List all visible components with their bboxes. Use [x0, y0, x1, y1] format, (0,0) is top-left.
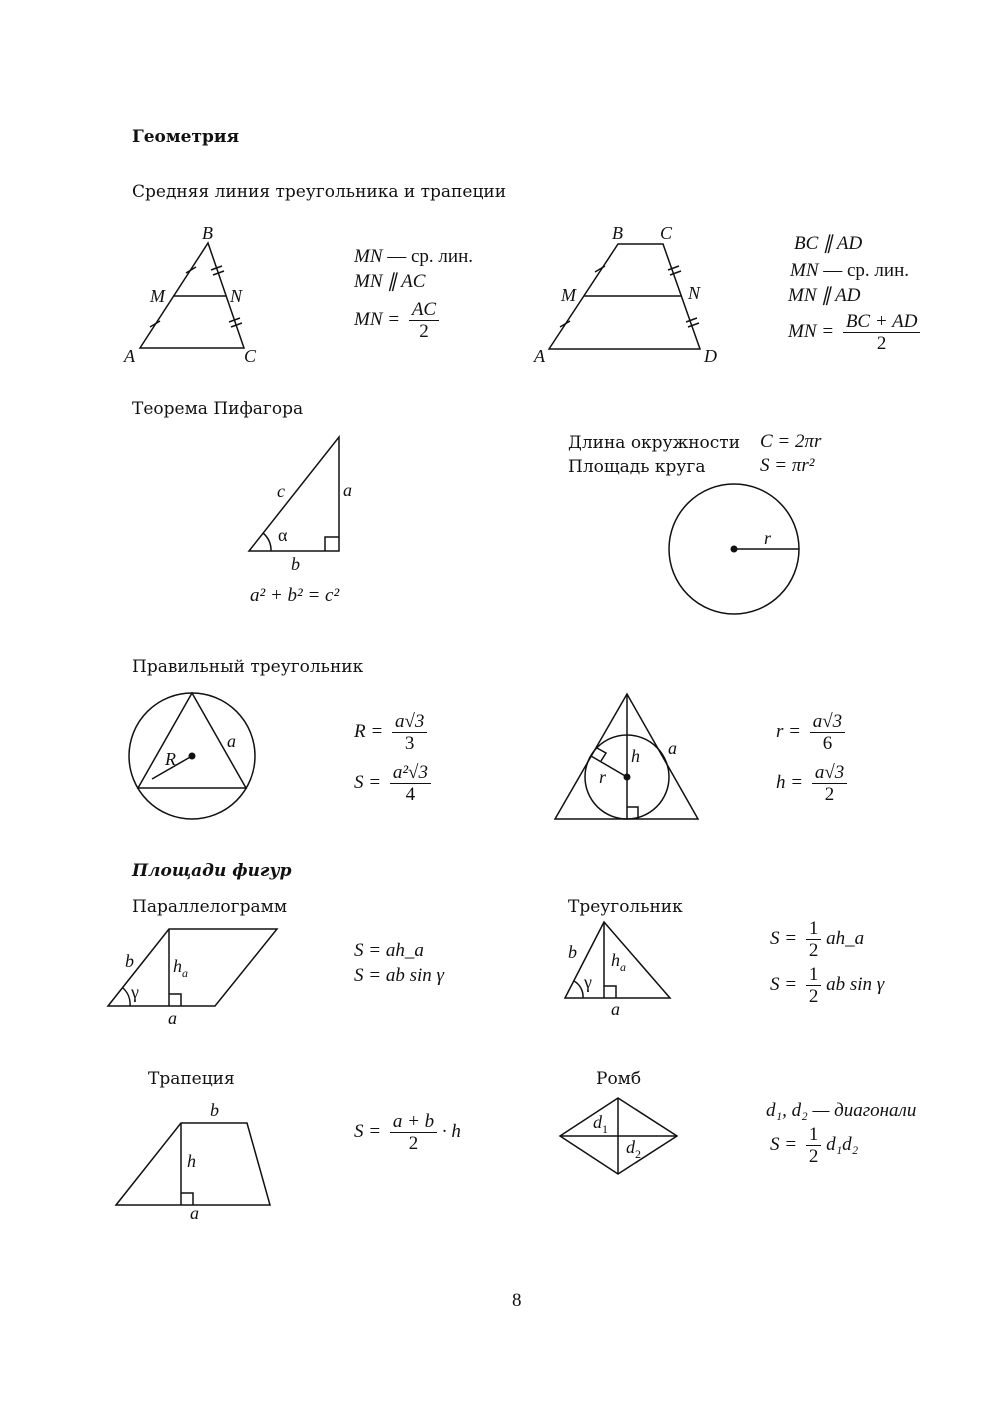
page-number: 8 [512, 1290, 522, 1311]
label-b: b [125, 951, 134, 971]
h-lhs: h = [776, 771, 804, 793]
f-lhs: S = [770, 1133, 798, 1155]
right-triangle [249, 437, 339, 551]
center-dot [189, 753, 195, 759]
label-h: h [631, 746, 640, 766]
midline-tri-f3 [354, 299, 439, 342]
label-b: b [568, 942, 577, 962]
f3-lhs: MN = [354, 308, 401, 330]
circle-area-formula: S = πr² [760, 455, 815, 476]
label-d1 [593, 1112, 608, 1136]
r-den: 6 [822, 733, 833, 754]
s-lhs: S = [354, 771, 382, 793]
rhombus-formula [770, 1124, 858, 1167]
tick [560, 321, 570, 327]
label-r: r [599, 767, 607, 787]
f1-lhs: MN [354, 246, 383, 267]
h-fraction [812, 762, 847, 805]
radius-r [591, 756, 627, 777]
f-rhs: · h [441, 1120, 461, 1142]
trapezoid-title: Трапеция [148, 1069, 235, 1089]
r-num: a√3 [392, 711, 427, 733]
f2-num: 1 [806, 964, 822, 986]
f2-rhs: ab sin γ [826, 973, 885, 995]
label-c: c [277, 481, 285, 501]
midline-trap-f3: MN ∥ AD [788, 285, 861, 306]
label-h-main: h [173, 956, 182, 976]
label-b: B [612, 223, 623, 243]
label-gamma: γ [131, 982, 139, 1002]
label-d1-main: d [593, 1112, 602, 1132]
label-m: M [561, 285, 576, 305]
angle-gamma-arc [574, 981, 583, 998]
f-num: 1 [806, 1124, 822, 1146]
label-a: A [534, 346, 545, 366]
center-dot [624, 774, 630, 780]
f1-num: 1 [806, 918, 822, 940]
r-num: a√3 [810, 711, 845, 733]
midline-trap-f2 [790, 260, 909, 282]
f2-fraction [806, 964, 822, 1007]
label-a: a [343, 480, 352, 500]
label-d: D [704, 346, 717, 366]
label-a: a [227, 731, 236, 751]
rhombus-title: Ромб [596, 1069, 642, 1089]
label-alpha: α [278, 525, 288, 545]
label-a: a [190, 1203, 199, 1223]
f-num: a + b [390, 1111, 437, 1133]
label-r: r [764, 528, 772, 548]
inscribed-figure [555, 694, 698, 819]
label-a: a [168, 1008, 177, 1028]
midline-heading: Средняя линия треугольника и трапеции [132, 182, 507, 202]
midline-tri-f2: MN ∥ AC [354, 271, 426, 292]
equilateral-heading: Правильный треугольник [132, 657, 364, 677]
f1-fraction [806, 918, 822, 961]
f4-num: BC + AD [843, 311, 921, 333]
triangle-f2 [770, 964, 884, 1007]
trapezoid-formula [354, 1111, 461, 1154]
tick [668, 266, 679, 270]
label-d2-main: d [626, 1137, 635, 1157]
circle-area-label: Площадь круга [568, 457, 706, 477]
area-triangle-figure [565, 922, 670, 1019]
pythagoras-formula: a² + b² = c² [250, 585, 340, 606]
right-angle-mark [604, 986, 616, 998]
f1-den: 2 [808, 940, 819, 961]
s-num: a²√3 [390, 762, 431, 784]
f1-rhs: ah_a [826, 927, 865, 949]
label-c: C [244, 346, 257, 366]
label-h-sub: a [182, 966, 188, 980]
r-lhs: r = [776, 720, 801, 742]
f-lhs: S = [354, 1120, 382, 1142]
s-den: 4 [405, 784, 416, 805]
label-h-main: h [611, 950, 620, 970]
f3-num: AC [409, 299, 439, 321]
f2-rhs: — ср. лин. [823, 260, 910, 281]
label-b: b [291, 554, 300, 574]
label-d2-sub: 2 [635, 1147, 641, 1161]
label-m: M [150, 286, 165, 306]
f1-rhs: — ср. лин. [387, 246, 474, 267]
f-fraction [806, 1124, 822, 1167]
f3-den: 2 [419, 321, 429, 342]
angle-alpha-arc [263, 533, 271, 551]
parallelogram-figure [108, 929, 277, 1028]
label-h [173, 956, 188, 980]
label-d1-sub: 1 [602, 1122, 608, 1136]
f1-lhs: S = [770, 927, 798, 949]
doc-title: Геометрия [132, 127, 240, 147]
angle-gamma-arc [123, 988, 130, 1006]
label-a: A [124, 346, 135, 366]
f-rhs: d₁d₂ [826, 1133, 859, 1155]
r-fraction [810, 711, 845, 754]
parallelogram-f1: S = ah_a [354, 940, 424, 961]
r-fraction [392, 711, 427, 754]
right-angle-mark [169, 994, 181, 1006]
s-fraction [390, 762, 431, 805]
label-d2 [626, 1137, 641, 1161]
f2-den: 2 [808, 986, 819, 1007]
parallelogram-title: Параллелограмм [132, 897, 288, 917]
midline-trap-f4 [788, 311, 920, 354]
tick [670, 271, 681, 275]
f3-fraction [409, 299, 439, 342]
label-gamma: γ [584, 972, 592, 992]
inscr-h-formula [776, 762, 847, 805]
label-h-sub: a [620, 960, 626, 974]
label-c: C [660, 223, 673, 243]
circum-s-formula [354, 762, 431, 805]
r-lhs: R = [354, 720, 384, 742]
circle-length-formula: C = 2πr [760, 431, 822, 452]
inscr-r-formula [776, 711, 845, 754]
f2-lhs: MN [790, 260, 819, 281]
circle-length-label: Длина окружности [568, 433, 741, 453]
right-angle-mark [597, 748, 606, 761]
label-b: B [202, 223, 213, 243]
midline-trapezoid-figure [533, 223, 717, 366]
areas-heading: Площади фигур [132, 861, 292, 881]
parallelogram-f2: S = ab sin γ [354, 965, 444, 986]
midline-triangle-figure [123, 223, 257, 366]
label-b: b [210, 1100, 219, 1120]
tick [686, 318, 697, 322]
triangle-title: Треугольник [568, 897, 683, 917]
area-trapezoid-figure [116, 1100, 270, 1223]
label-r: R [165, 749, 176, 769]
f-den: 2 [808, 1146, 819, 1167]
circumscribed-figure [129, 693, 255, 819]
f-fraction [390, 1111, 437, 1154]
label-h: h [187, 1151, 196, 1171]
pythagoras-heading: Теорема Пифагора [132, 399, 304, 419]
right-angle-mark [325, 537, 339, 551]
tick [688, 323, 699, 327]
rhombus-figure [560, 1098, 677, 1174]
label-a: a [611, 999, 620, 1019]
h-num: a√3 [812, 762, 847, 784]
label-a: a [668, 738, 677, 758]
label-h [611, 950, 626, 974]
midline-trap-f1: BC ∥ AD [794, 233, 863, 254]
circle-figure [669, 484, 799, 614]
midline-tri-f1 [354, 246, 473, 268]
f-den: 2 [408, 1133, 419, 1154]
f4-fraction [843, 311, 921, 354]
label-n: N [688, 283, 701, 303]
f2-lhs: S = [770, 973, 798, 995]
circum-r-formula [354, 711, 427, 754]
label-n: N [230, 286, 243, 306]
rhombus-note: d₁, d₂ — диагонали [766, 1100, 917, 1121]
center-dot [731, 546, 737, 552]
triangle-f1 [770, 918, 864, 961]
r-den: 3 [404, 733, 415, 754]
pythagoras-figure [249, 437, 352, 574]
f4-lhs: MN = [788, 320, 835, 342]
f4-den: 2 [876, 333, 887, 354]
h-den: 2 [824, 784, 835, 805]
